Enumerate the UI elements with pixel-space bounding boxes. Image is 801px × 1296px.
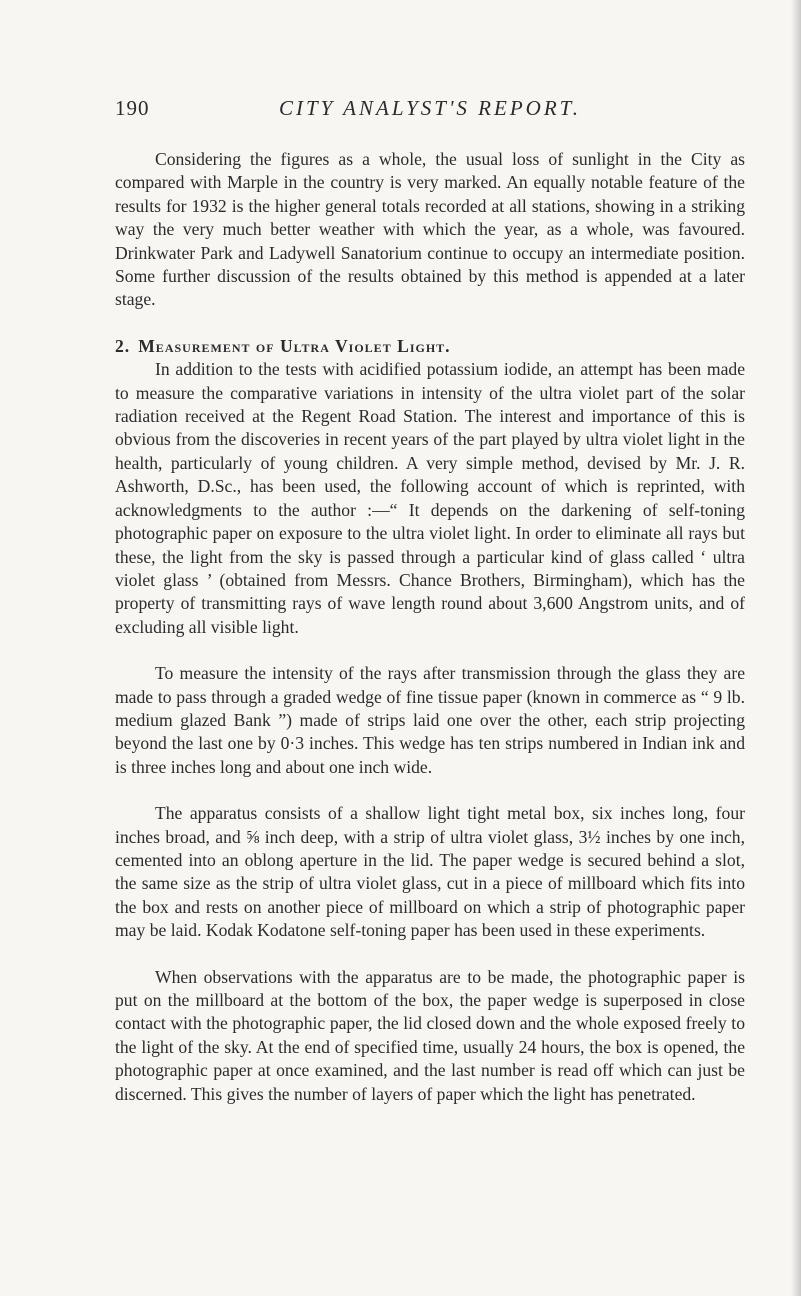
paragraph-sunlight-summary: Considering the figures as a whole, the usual loss of sunlight in the City as compared with Marple in the country is very marked. An equally notable feature of the results for 1932 is the higher general totals recorded at all stations, showing in a striking way the very much better weather with which the year, as a whole, was favoured. Drinkwater Park and Ladywell Sanatorium continue to occupy an intermediate position. Some further discussion of the results obtained by this method is appended at a later stage.	[115, 149, 745, 310]
section-title: Measurement of Ultra Violet Light.	[138, 335, 451, 356]
paragraph-intensity-wedge: To measure the intensity of the rays after transmission through the glass they are made to pass through a graded wedge of fine tissue paper (known in commerce as “ 9 lb. medium glazed Bank ”) made of strips laid one over the other, each strip projecting beyond the last one by 0·3 inches. This wedge has ten strips numbered in Indian ink and is three inches long and about one inch wide.	[115, 663, 745, 777]
paragraph-apparatus: The apparatus consists of a shallow light tight metal box, six inches long, four inches broad, and ⅝ inch deep, with a strip of ultra violet glass, 3½ inches by one inch, cemented into an oblong aperture in the lid. The paper wedge is secured behind a slot, the same size as the strip of ultra violet glass, cut in a piece of millboard which fits into the box and rests on another piece of millboard on which a strip of photographic paper may be laid. Kodak Kodatone self-toning paper has been used in these experiments.	[115, 803, 745, 941]
page-header	[115, 96, 745, 126]
section-number: 2.	[115, 335, 131, 356]
paragraph-uv-method: In addition to the tests with acidified potassium iodide, an attempt has been made to measure the comparative variations in intensity of the ultra violet part of the solar radiation received at the Regent Road Station. The interest and importance of this is obvious from the discoveries in recent years of the part played by ultra violet light in the health, particularly of young children. A very simple method, devised by Mr. J. R. Ashworth, D.Sc., has been used, the following account of which is reprinted, with acknowledgments to the author :—“ It depends on the darkening of self-toning photographic paper on exposure to the ultra violet light. In order to eliminate all rays but these, the light from the sky is passed through a particular kind of glass called ‘ ultra violet glass ’ (obtained from Messrs. Chance Brothers, Birmingham), which has the property of transmitting rays of wave length round about 3,600 Angstrom units, and of excluding all visible light.	[115, 359, 745, 637]
running-title: CITY ANALYST'S REPORT.	[278, 96, 582, 120]
page-edge-shadow	[791, 0, 801, 1296]
page-number: 190	[115, 96, 150, 120]
section-heading	[115, 335, 745, 358]
paragraph-observations: When observations with the apparatus are to be made, the photographic paper is put on the millboard at the bottom of the box, the paper wedge is superposed in close contact with the photographic paper, the lid closed down and the whole exposed freely to the light of the sky. At the end of specified time, usually 24 hours, the box is opened, the photographic paper at once examined, and the last number is read off which can just be discerned. This gives the number of layers of paper which the light has penetrated.	[115, 966, 745, 1104]
body-text	[115, 148, 745, 1106]
